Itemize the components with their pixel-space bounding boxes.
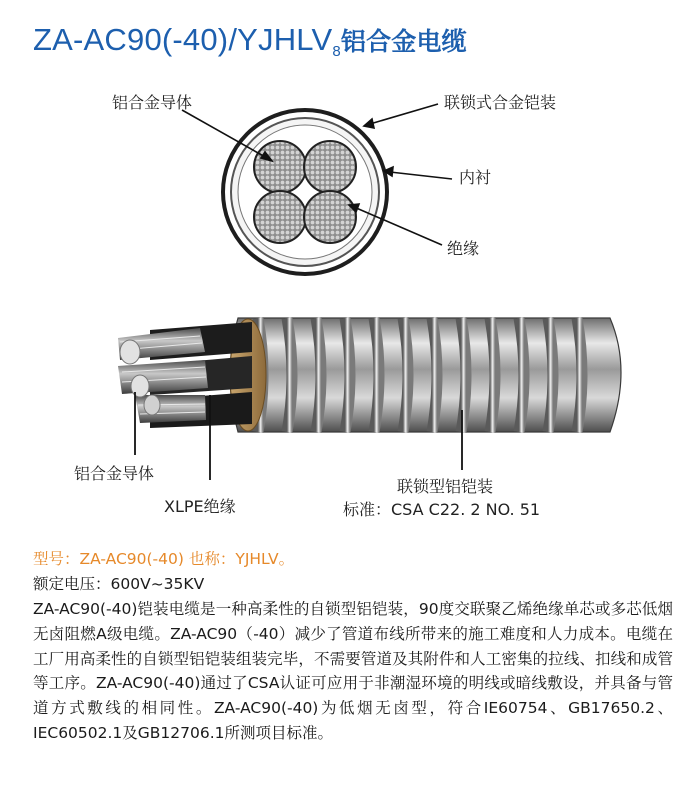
model-line: 型号：ZA-AC90(-40) 也称：YJHLV。 xyxy=(33,550,295,568)
description-paragraph: ZA-AC90(-40)铠装电缆是一种高柔性的自锁型铝铠装，90度交联聚乙烯绝缘单芯或多芯低烟无卤阻燃A级电缆。ZA-AC90（-40）减少了管道布线所带来的施工难度和人力成本。电缆在工厂用高柔性的自锁型铝铠装组装完毕，不需要管道及其附件和人工密集的拉线、扣线和成管等工序。ZA-AC90(-40)通过了CSA认证可应用于非潮湿环境的明线或暗线敷设，并具备与管道方式敷线的相同性。ZA-AC90(-40)为低烟无卤型，符合IE60754、GB17650.2、IEC60502.1及GB12706.1所测项目标准。 xyxy=(33,600,673,742)
title-subscript: 8 xyxy=(332,43,341,60)
cross-section-diagram xyxy=(182,104,452,274)
label-cross-conductor: 铝合金导体 xyxy=(112,93,193,112)
title-model: ZA-AC90(-40)/YJHLV xyxy=(33,22,333,57)
rated-voltage: 额定电压：600V~35KV xyxy=(33,575,205,593)
title-cable-name: 铝合金电缆 xyxy=(340,27,467,56)
label-cable-armor: 联锁型铝铠装 xyxy=(397,477,494,496)
label-cable-standard: 标准：CSA C22. 2 NO. 51 xyxy=(343,500,541,519)
label-cross-lining: 内衬 xyxy=(459,168,492,187)
label-cable-insulation: XLPE绝缘 xyxy=(164,497,236,516)
label-cross-insulation: 绝缘 xyxy=(447,239,480,258)
label-cable-conductor: 铝合金导体 xyxy=(74,464,155,483)
cable-side-view xyxy=(118,318,621,480)
label-cross-armor: 联锁式合金铠装 xyxy=(444,93,557,112)
product-description xyxy=(33,597,673,746)
